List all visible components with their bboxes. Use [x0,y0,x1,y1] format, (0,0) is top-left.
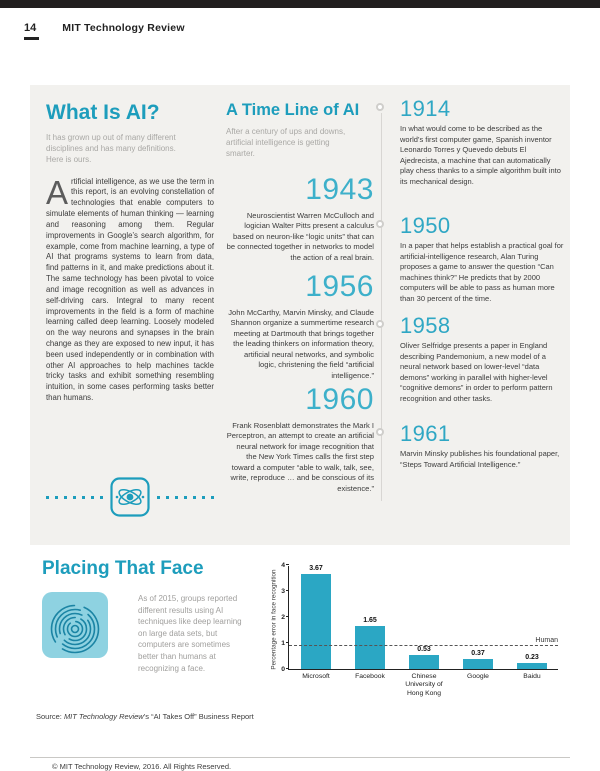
placing-that-face-body: As of 2015, groups reported different results using AI techniques like deep learning on large data sets, but computers are sometimes better than humans at recognizing a face. [138,594,242,673]
page-number: 14 [24,22,37,34]
feature-panel [30,85,570,545]
top-rule [0,0,600,8]
bar-value-label: 0.37 [471,650,485,658]
bar-value-label: 0.53 [417,646,431,654]
human-reference-line [289,645,558,646]
footer-rule [30,757,570,758]
y-tick-mark [286,642,289,643]
placing-that-face-title: Placing That Face [42,558,204,579]
x-category-label: Google [467,673,489,680]
ai-icon-row [46,477,214,517]
y-tick-mark [286,616,289,617]
face-recognition-chart [248,558,570,710]
timeline-entry-1960 [226,382,374,495]
human-reference-label: Human [535,636,558,644]
x-category-label: Baidu [523,673,541,680]
bar-chinese-university-of-hong-kong [409,655,439,669]
timeline-text: Marvin Minsky publishes his foundational paper, “Steps Toward Artificial Intelligence.” [400,449,560,469]
y-tick-label: 0 [281,666,285,673]
timeline-node-icon [376,428,384,436]
timeline-entries-left [226,172,374,495]
what-is-ai-column [46,101,214,404]
timeline-node-icon [376,320,384,328]
bar-value-label: 3.67 [309,564,323,572]
source-publication: MIT Technology Review [63,712,144,721]
y-tick-label: 3 [281,588,285,595]
body-text: rtificial intelligence, as we use the term in this report, is an evolving constellation of technologies that enable computers to simulate elements of human thinking — learning and reasoning among them. Regular improvements in Google’s search algorithm, for example, come from machine learning, a type of AI that programs systems to learn from data, find patterns in it, and make predictions about it. The same technology has been pivotal to voice and image recognition as well as advances in self-driving cars. Integral to many recent improvements in the field is a form of machine learning called deep learning. Loosely modeled on the way neurons and synapses in the brain change as they are exposed to new input, it has been used independently or in combination with other AI approaches to help machines tackle tricky tasks and exhibit something resembling intuition, in some cases performing tasks better than humans. [46,176,214,403]
what-is-ai-title: What Is AI? [46,101,160,124]
timeline-text: Neuroscientist Warren McCulloch and logician Walter Pitts present a calculus based on neuron-like “logic units” that can be connected together in networks to model the action of a real brain. [226,210,374,262]
page-header [24,22,185,34]
dotted-line-left [46,496,103,499]
y-tick-label: 1 [281,640,285,647]
x-category-label: Facebook [355,673,385,680]
atom-icon [110,477,150,517]
source-rest: ’s “AI Takes Off” Business Report [143,712,254,721]
timeline-year: 1943 [305,172,374,206]
y-tick-label: 2 [281,614,285,621]
timeline-column-left [226,101,374,494]
timeline-text: In what would come to be described as the world’s first computer game, Spanish inventor Leonardo Torres y Quevedo debuts El Ajedrecista, a machine that can automatically play chess thanks to a simple algorithm built into its mechanical design. [400,124,561,186]
bar-value-label: 1.65 [363,617,377,625]
timeline-year: 1914 [400,96,451,121]
y-tick-label: 4 [281,562,285,569]
timeline-entry-1950 [376,214,564,314]
bar-google [463,659,493,669]
what-is-ai-subtitle: It has grown up out of many different disciplines and has many definitions. Here is ours. [46,133,176,165]
y-tick-mark [286,590,289,591]
timeline-year: 1956 [305,269,374,303]
timeline-entry-1961 [376,422,564,470]
fingerprint-icon [42,592,108,658]
timeline-year: 1958 [400,313,451,338]
timeline-title: A Time Line of AI [226,101,360,119]
timeline-text: Frank Rosenblatt demonstrates the Mark I Perceptron, an attempt to create an artificial neural network for image recognition that the New York Times calls the first step toward a computer “able to walk, talk, see, write, reproduce … and be conscious of its existence.” [226,420,374,493]
timeline-text: Oliver Selfridge presents a paper in England describing Pandemonium, a new model of a neural network based on lower-level “data demons” working in parallel with higher-level “cognitive demons” in order to perform pattern recognition and other tasks. [400,341,553,403]
x-category-label: Chinese University of Hong Kong [405,673,443,697]
what-is-ai-body [46,173,214,404]
bar-microsoft [301,574,331,669]
bar-baidu [517,663,547,669]
brand-title: MIT Technology Review [62,22,185,34]
y-tick-mark [286,564,289,565]
timeline-text: In a paper that helps establish a practical goal for artificial-intelligence research, Alan Turing proposes a game to answer the question “Can machines think?” He predicts that by 2000 computers will be able to pass as human more than 30 percent of the time. [400,241,564,303]
y-tick-mark [286,668,289,669]
page-number-rule [24,37,39,40]
timeline-year: 1950 [400,213,451,238]
bar-facebook [355,626,385,669]
dropcap: A [46,173,69,211]
timeline-entry-1914 [376,97,564,214]
timeline-column-right [376,97,564,470]
timeline-node-icon [376,103,384,111]
timeline-text: John McCarthy, Marvin Minsky, and Claude Shannon organize a summertime research meeting at Dartmouth that brings together the leading thinkers on information theory, artificial neural networks, and symbolic logic, christening the field “artificial intelligence.” [228,307,374,380]
bar-value-label: 0.23 [525,654,539,662]
timeline-year: 1961 [400,421,451,446]
bar-plot [281,562,558,697]
x-category-label: Microsoft [302,673,330,680]
timeline-node-icon [376,220,384,228]
timeline-subtitle: After a century of ups and downs, artificial intelligence is getting smarter. [226,127,346,159]
timeline-entry-1958 [376,314,564,422]
dotted-line-right [157,496,214,499]
footer-copyright: © MIT Technology Review, 2016. All Rights Reserved. [52,762,232,771]
source-line [36,712,254,721]
chart-y-axis-label: Percentage error in face recognition [270,569,278,670]
timeline-year: 1960 [305,382,374,416]
timeline-entry-1943 [226,172,374,272]
timeline-entry-1956 [226,269,374,385]
source-prefix: Source: [36,712,64,721]
